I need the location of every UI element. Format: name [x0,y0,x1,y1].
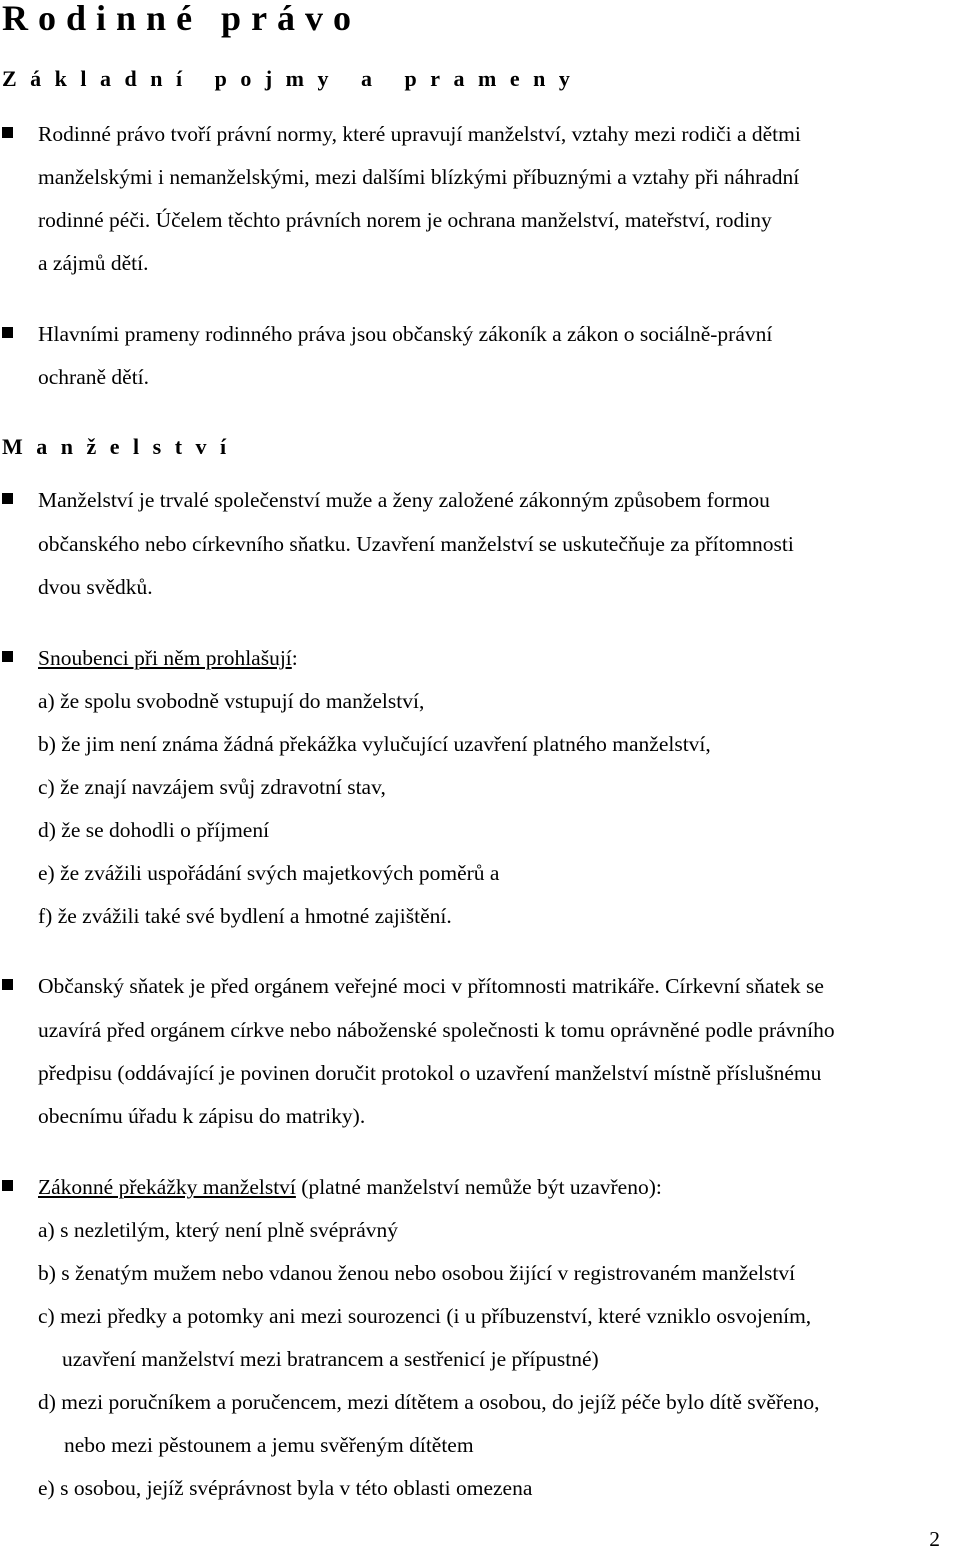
paragraph-line: rodinné péči. Účelem těchto právních norem je ochrana manželství, mateřství, rodiny [38,208,772,232]
list-item: f) že zvážili také své bydlení a hmotné zajištění. [38,904,452,928]
label-colon: : [291,646,298,670]
paragraph-line: obecnímu úřadu k zápisu do matriky). [38,1104,366,1128]
list-item: b) s ženatým mužem nebo vdanou ženou nebo osobou žijící v registrovaném manželství [38,1261,796,1285]
paragraph-line: Občanský sňatek je před orgánem veřejné moci v přítomnosti matrikáře. Církevní sňatek se [38,974,824,998]
list-item-continuation: nebo mezi pěstounem a jemu svěřeným dítětem [64,1433,474,1457]
list-item: c) mezi předky a potomky ani mezi sourozenci (i u příbuzenství, které vzniklo osvojením, [38,1304,812,1328]
paragraph-line: Hlavními prameny rodinného práva jsou občanský zákoník a zákon o sociálně-právní [38,322,773,346]
list-item: a) s nezletilým, který není plně svéprávný [38,1218,399,1242]
paragraph-line: manželskými i nemanželskými, mezi dalšími blízkými příbuznými a vztahy při náhradní [38,165,800,189]
bullet-icon [2,651,13,662]
paragraph-line: dvou svědků. [38,575,153,599]
list-item: e) s osobou, jejíž svéprávnost byla v této oblasti omezena [38,1476,533,1500]
page-title: Rodinné právo [2,0,362,38]
list-item-continuation: uzavření manželství mezi bratrancem a sestřenicí je přípustné) [62,1347,599,1371]
paragraph-line: Manželství je trvalé společenství muže a ženy založené zákonným způsobem formou [38,488,770,512]
bullet-icon [2,493,13,504]
paragraph-line: Rodinné právo tvoří právní normy, které upravují manželství, vztahy mezi rodiči a dětmi [38,122,801,146]
paragraph-line: a zájmů dětí. [38,251,149,275]
list-item: a) že spolu svobodně vstupují do manželství, [38,689,425,713]
paragraph-line: ochraně dětí. [38,365,150,389]
paragraph-line: předpisu (oddávající je povinen doručit protokol o uzavření manželství místně příslušnému [38,1061,822,1085]
list-item: b) že jim není známa žádná překážka vylučující uzavření platného manželství, [38,732,711,756]
list-heading [38,1177,662,1199]
list-item: d) že se dohodli o příjmení [38,818,270,842]
bullet-icon [2,127,13,138]
list-heading [38,648,298,670]
bullet-icon [2,1180,13,1191]
underlined-label: Zákonné překážky manželství [38,1175,296,1199]
bullet-icon [2,979,13,990]
list-item: d) mezi poručníkem a poručencem, mezi dítětem a osobou, do jejíž péče bylo dítě svěřeno, [38,1390,820,1414]
list-item: e) že zvážili uspořádání svých majetkových poměrů a [38,861,500,885]
page-number: 2 [929,1527,940,1551]
list-item: c) že znají navzájem svůj zdravotní stav, [38,775,386,799]
paragraph-line: občanského nebo církevního sňatku. Uzavření manželství se uskutečňuje za přítomnosti [38,532,794,556]
section-heading-manzelstvi: Manželství [2,434,240,459]
underlined-label: Snoubenci při něm prohlašují [38,646,292,670]
bullet-icon [2,327,13,338]
section-heading-zaklad: Základní pojmy a prameny [2,66,584,91]
paragraph-line: uzavírá před orgánem církve nebo náboženské společnosti k tomu oprávněné podle právního [38,1018,835,1042]
label-rest: (platné manželství nemůže být uzavřeno): [295,1175,662,1199]
